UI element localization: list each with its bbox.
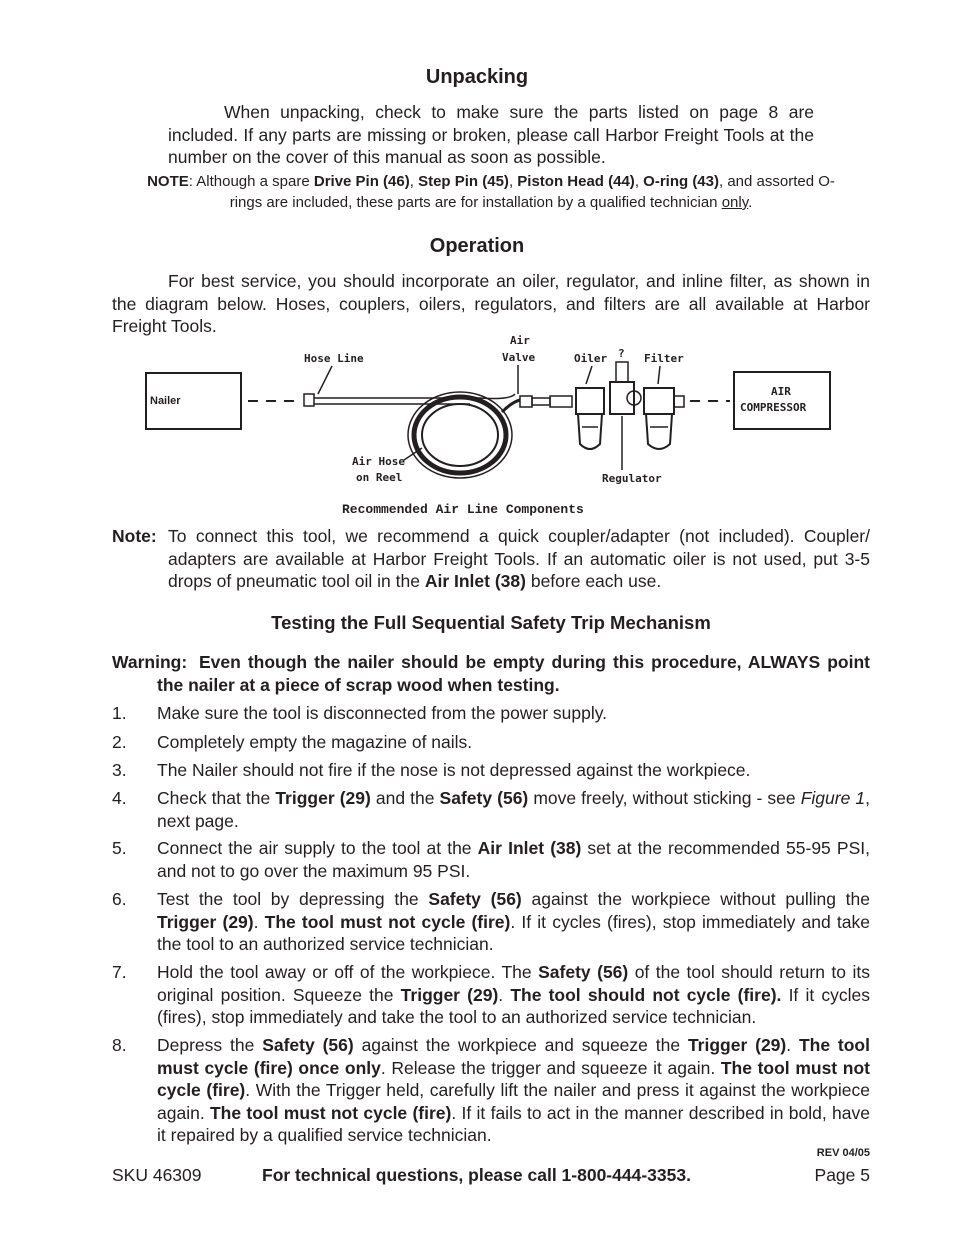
unpacking-note: NOTE: Although a spare Drive Pin (46), Step Pin (45), Piston Head (44), O-ring (43), and assorted O-rings are included, these parts are for installation by a qualified technician only. [147, 173, 835, 211]
regulator-label: Regulator [602, 472, 662, 485]
filter-label: Filter [644, 352, 684, 365]
note-label: Note: [112, 526, 157, 546]
operation-paragraph: For best service, you should incorporate an oiler, regulator, and inline filter, as shown in the diagram below. Hoses, couplers, oilers, regulators, and filters are all available at Harbor Freight Tools. [112, 271, 870, 336]
footer-contact: For technical questions, please call 1-800-444-3353. [262, 1165, 691, 1185]
footer-page: Page 5 [814, 1165, 870, 1185]
step-3: 3. The Nailer should not fire if the nose is not depressed against the workpiece. [112, 760, 751, 780]
oiler-body [576, 388, 604, 414]
testing-heading: Testing the Full Sequential Safety Trip Mechanism [271, 612, 711, 633]
revision-label: REV 04/05 [816, 1147, 870, 1159]
hose-reel-label-1: Air Hose [352, 455, 405, 468]
air-valve-label-1: Air [510, 334, 530, 347]
operation-note: Note: To connect this tool, we recommend a quick coupler/adapter (not included). Coupler/ adapters are available at Harbor Freight Tools. If an automatic oiler is not used, put 3-5 drops of pneumatic tool oil in the Air Inlet (38) before each use. [112, 526, 870, 591]
oiler-label: Oiler [574, 352, 608, 365]
regulator-body [610, 382, 634, 414]
step-8: 8. Depress the Safety (56) against the workpiece and squeeze the Trigger (29). The tool must cycle (fire) once only. Release the trigger and squeeze it again. The tool must not cycle (fire). With the Trigger held, carefully lift the nailer and press it against the workpiece again. The tool must not cycle (fire). If it fails to act in the manner described in bold, have it repaired by a qualified service technician. [112, 1035, 871, 1145]
compressor-label-1: AIR [771, 385, 791, 398]
step-6: 6. Test the tool by depressing the Safety (56) against the workpiece without pulling the Trigger (29). The tool must not cycle (fire). If it cycles (fires), stop immediately and take the tool to an authorized service technician. [112, 889, 870, 954]
nailer-label: Nailer [150, 395, 181, 407]
oiler-bowl [578, 414, 602, 449]
air-valve-label-2: Valve [502, 351, 536, 364]
svg-text:?: ? [618, 347, 625, 360]
filter-body [644, 388, 674, 414]
step-1: 1. Make sure the tool is disconnected from the power supply. [112, 703, 608, 723]
air-valve [520, 396, 532, 407]
diagram-caption: Recommended Air Line Components [342, 502, 584, 517]
warning [112, 651, 870, 696]
unpacking-paragraph: When unpacking, check to make sure the parts listed on page 8 are included. If any parts are missing or broken, please call Harbor Freight Tools at the number on the cover of this manual as soon as possible. [168, 102, 814, 167]
step-7: 7. Hold the tool away or off of the workpiece. The Safety (56) of the tool should return to its original position. Squeeze the Trigger (29). The tool should not cycle (fire). If it cycles (fires), stop immediately and take the tool to an authorized service technician. [112, 962, 870, 1027]
step-5: 5. Connect the air supply to the tool at the Air Inlet (38) set at the recommended 55-95 PSI, and not to go over the maximum 95 PSI. [112, 838, 870, 881]
step-4: 4. Check that the Trigger (29) and the Safety (56) move freely, without sticking - see Figure 1, next page. [112, 788, 870, 831]
hose-reel [414, 397, 506, 473]
footer-sku: SKU 46309 [112, 1165, 202, 1185]
unpacking-heading: Unpacking [425, 66, 529, 88]
hose-reel-label-2: on Reel [356, 471, 403, 484]
step-2: 2. Completely empty the magazine of nails. [112, 732, 473, 752]
hose-line-label: Hose Line [304, 352, 364, 365]
warning-text: Even though the nailer should be empty during this procedure, ALWAYS point the nailer at a piece of scrap wood when testing. [157, 652, 870, 695]
compressor-label-2: COMPRESSOR [740, 401, 807, 414]
filter-bowl [646, 414, 672, 449]
warning-label: Warning: [112, 652, 188, 672]
air-line-diagram [140, 332, 840, 502]
operation-heading: Operation [429, 235, 525, 257]
